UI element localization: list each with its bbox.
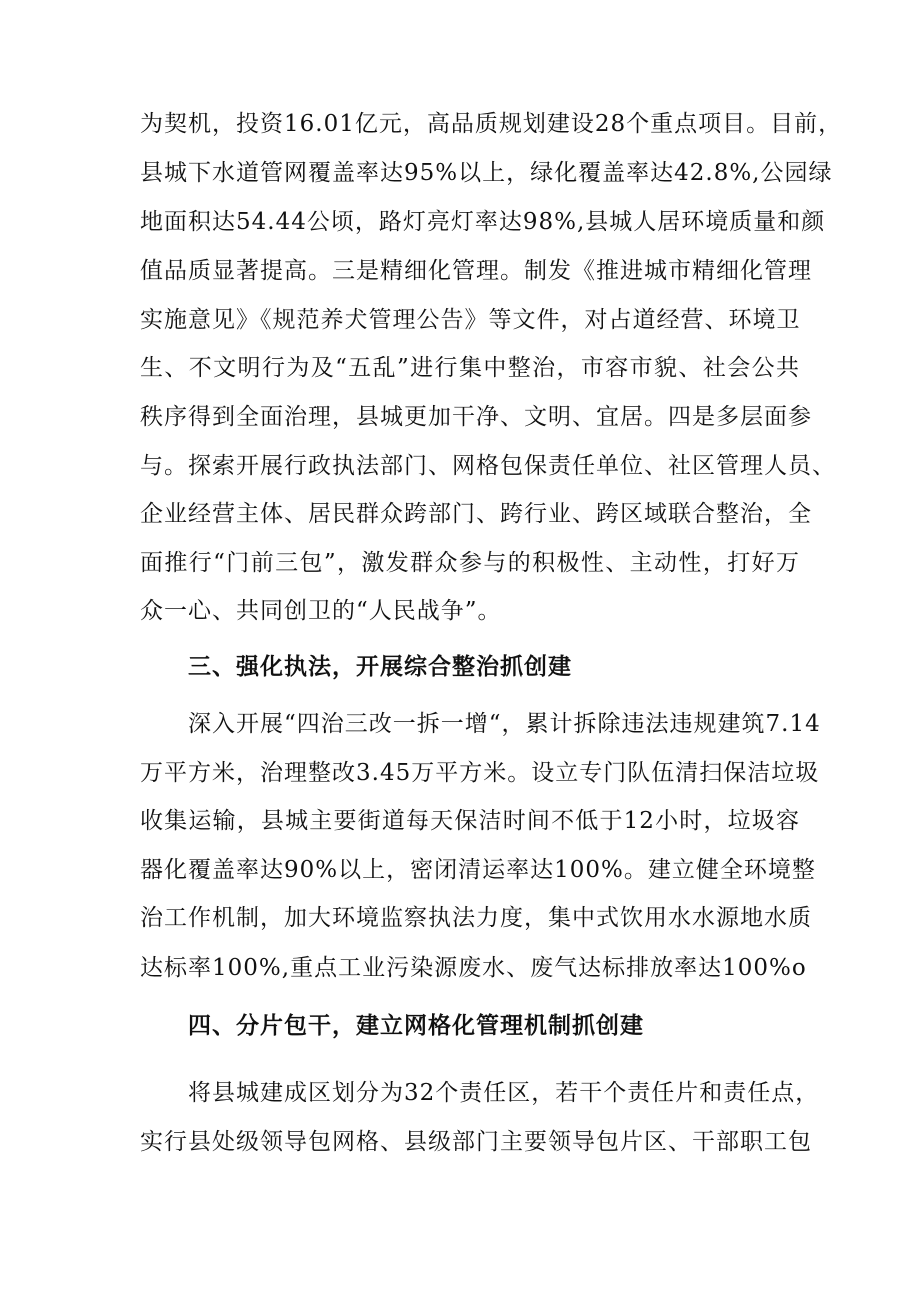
para1-line-6: 生、不文明行为及“五乱”进行集中整治，市容市貌、社会公共 <box>140 355 800 381</box>
para2-line-6: 达标率100%,重点工业污染源废水、废气达标排放率达100%o <box>140 955 807 981</box>
para1-line-11: 众一心、共同创卫的“人民战争”。 <box>140 598 502 624</box>
para1-line-3: 地面积达54.44公顷，路灯亮灯率达98%,县城人居环境质量和颜 <box>140 209 826 235</box>
para2-line-2: 万平方米，治理整改3.45万平方米。设立专门队伍清扫保洁垃圾 <box>140 760 820 786</box>
para1-line-7: 秩序得到全面治理，县城更加干净、文明、宜居。四是多层面参 <box>140 404 812 430</box>
para2-line-1: 深入开展“四治三改一拆一增“，累计拆除违法违规建筑7.14 <box>188 711 821 737</box>
para1-line-5: 实施意见》《规范养犬管理公告》等文件，对占道经营、环境卫 <box>140 307 801 333</box>
para3-line-2: 实行县处级领导包网格、县级部门主要领导包片区、干部职工包 <box>140 1129 812 1155</box>
para1-line-9: 企业经营主体、居民群众跨部门、跨行业、跨区域联合整治，全 <box>140 501 812 527</box>
para2-line-4: 器化覆盖率达90%以上，密闭清运率达100%。建立健全环境整 <box>140 857 816 883</box>
para2-line-3: 收集运输，县城主要街道每天保洁时间不低于12小时，垃圾容 <box>140 808 800 834</box>
section-heading-4: 四、分片包干，建立网格化管理机制抓创建 <box>188 1012 644 1039</box>
para1-line-2: 县城下水道管网覆盖率达95%以上，绿化覆盖率达42.8%,公园绿 <box>140 160 833 186</box>
para2-line-5: 治工作机制，加大环境监察执法力度，集中式饮用水水源地水质 <box>140 905 812 931</box>
para3-line-1: 将县城建成区划分为32个责任区，若干个责任片和责任点， <box>188 1080 820 1106</box>
para1-line-10: 面推行“门前三包”，激发群众参与的积极性、主动性，打好万 <box>140 550 800 576</box>
para1-line-1: 为契机，投资16.01亿元，高品质规划建设28个重点项目。目前， <box>140 111 843 137</box>
section-heading-3: 三、强化执法，开展综合整治抓创建 <box>188 653 572 680</box>
para1-line-4: 值品质显著提高。三是精细化管理。制发《推进城市精细化管理 <box>140 258 812 284</box>
para1-line-8: 与。探索开展行政执法部门、网格包保责任单位、社区管理人员、 <box>140 453 836 479</box>
